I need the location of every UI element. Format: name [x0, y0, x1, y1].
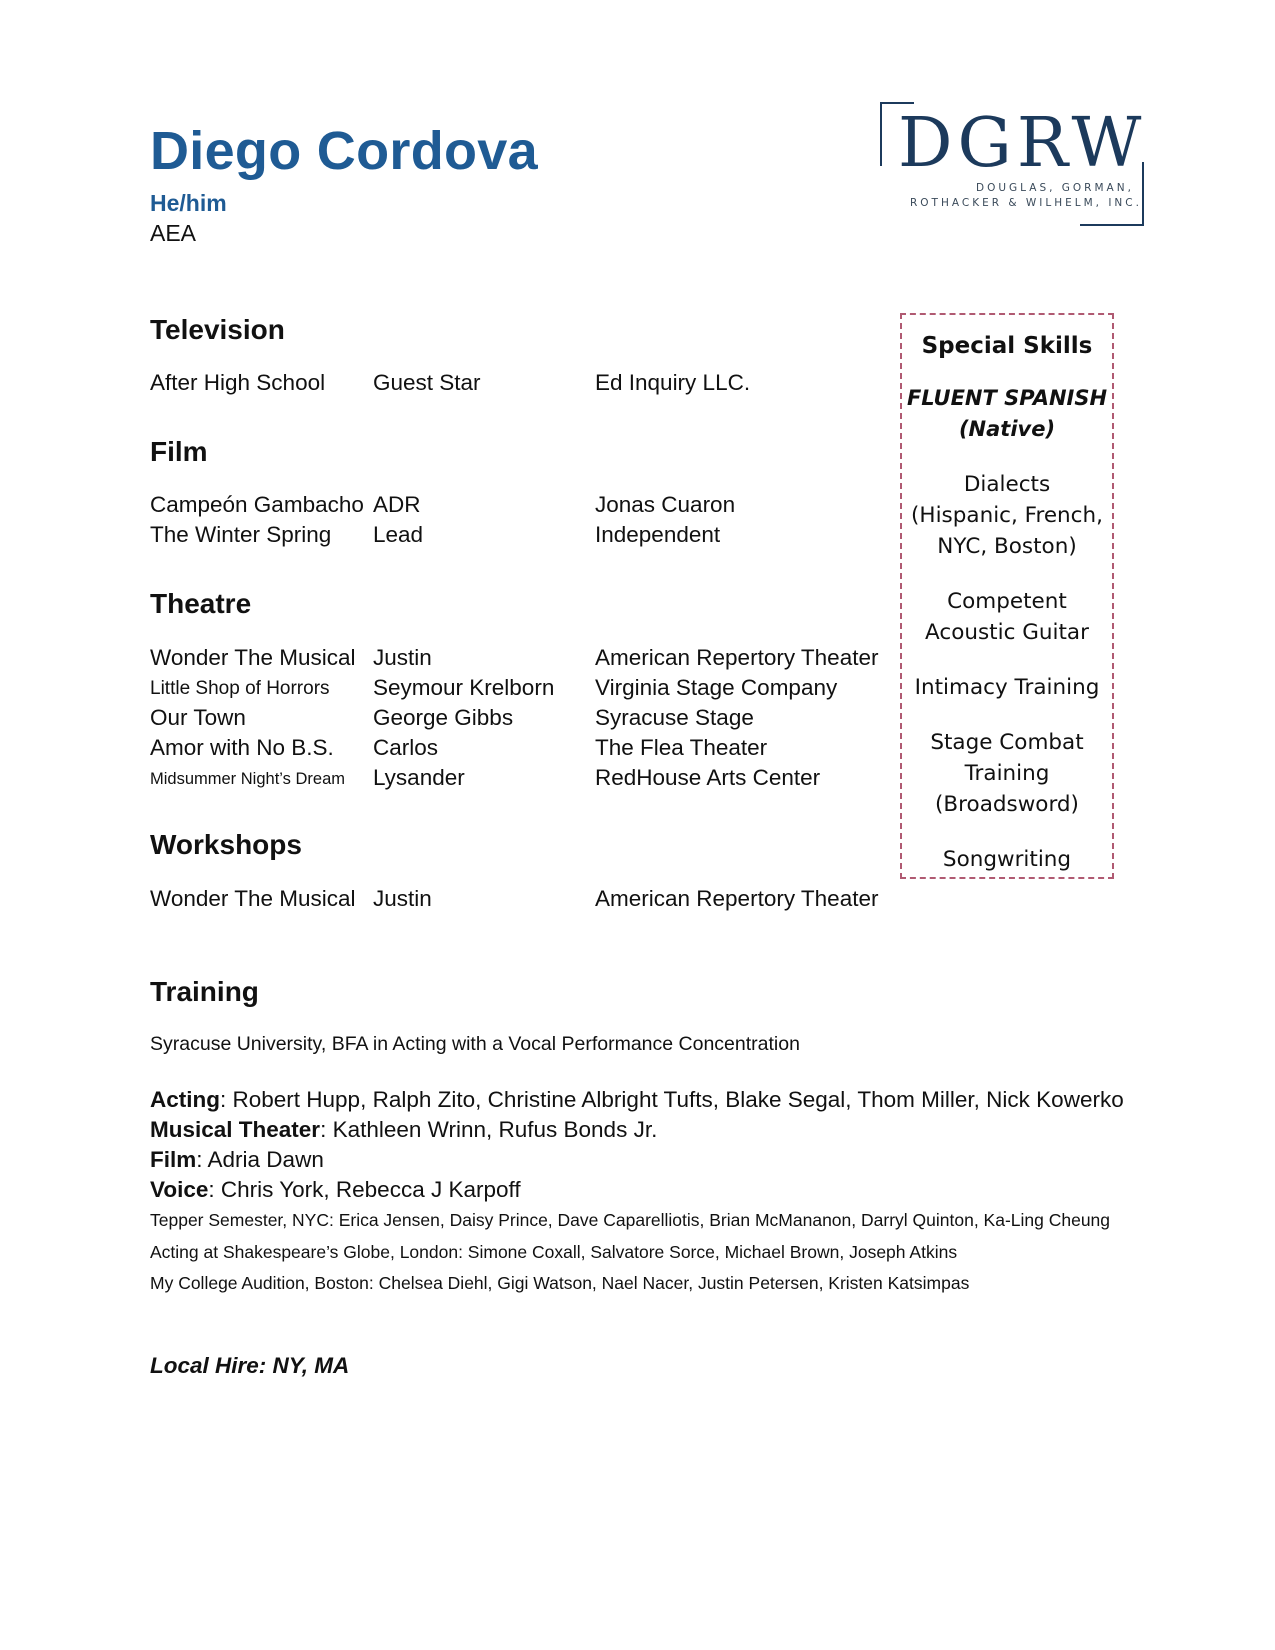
- credit-company: RedHouse Arts Center: [595, 765, 821, 790]
- skill-line: Songwriting: [942, 847, 1072, 872]
- skill-line: FLUENT SPANISH: [906, 386, 1108, 410]
- credit-role: George Gibbs: [373, 705, 514, 730]
- training-my-college-audition: My College Audition, Boston: Chelsea Diehl, Gigi Watson, Nael Nacer, Justin Petersen, Kristen Katsimpas: [150, 1273, 970, 1293]
- skill-line: Competent: [947, 589, 1067, 614]
- credit-project: Little Shop of Horrors: [150, 678, 330, 699]
- skill-line: (Native): [958, 417, 1056, 441]
- skill-dialects: [902, 469, 1112, 562]
- training-names: : Kathleen Wrinn, Rufus Bonds Jr.: [320, 1117, 658, 1142]
- skill-fluent-spanish: [902, 383, 1112, 445]
- training-tepper: Tepper Semester, NYC: Erica Jensen, Daisy Prince, Dave Caparelliotis, Brian McMananon, Darryl Quinton, Ka-Ling Cheung: [150, 1210, 1111, 1230]
- skill-line: (Broadsword): [935, 792, 1079, 817]
- training-degree: Syracuse University, BFA in Acting with a Vocal Performance Concentration: [150, 1033, 800, 1055]
- credit-project: After High School: [150, 370, 326, 395]
- skill-line: Training: [964, 761, 1050, 786]
- credit-project: The Winter Spring: [150, 522, 332, 547]
- logo-subtitle-line1: DOUGLAS, GORMAN,: [976, 182, 1134, 194]
- skill-line: (Hispanic, French,: [911, 503, 1103, 528]
- credit-company: Ed Inquiry LLC.: [595, 370, 751, 395]
- skill-line: NYC, Boston): [937, 534, 1077, 559]
- training-label: Acting: [150, 1087, 220, 1112]
- local-hire: Local Hire: NY, MA: [150, 1353, 350, 1378]
- section-title-workshops: Workshops: [150, 829, 302, 860]
- credit-project: Midsummer Night’s Dream: [150, 770, 345, 788]
- section-title-theatre: Theatre: [150, 588, 252, 619]
- credit-company: American Repertory Theater: [595, 886, 879, 911]
- training-film: [150, 1147, 324, 1173]
- training-voice: [150, 1177, 521, 1203]
- credit-role: Justin: [373, 645, 432, 670]
- credit-company: The Flea Theater: [595, 735, 768, 760]
- credit-project: Our Town: [150, 705, 246, 730]
- credit-company: Jonas Cuaron: [595, 492, 736, 517]
- credit-project: Campeón Gambacho: [150, 492, 364, 517]
- credit-company: Virginia Stage Company: [595, 675, 838, 700]
- credit-project: Amor with No B.S.: [150, 735, 334, 760]
- skill-line: Dialects: [963, 472, 1051, 497]
- logo-subtitle-line2: ROTHACKER & WILHELM, INC.: [910, 197, 1142, 209]
- credit-company: Syracuse Stage: [595, 705, 754, 730]
- union-affiliation: AEA: [150, 220, 197, 246]
- logo-mark: DGRW: [898, 104, 1147, 183]
- section-title-film: Film: [150, 436, 208, 467]
- skill-intimacy: [902, 672, 1112, 703]
- credit-role: Seymour Krelborn: [373, 675, 555, 700]
- credit-role: Lead: [373, 522, 424, 547]
- training-names: : Chris York, Rebecca J Karpoff: [208, 1177, 521, 1202]
- section-title-training: Training: [150, 976, 259, 1007]
- credit-role: ADR: [373, 492, 421, 517]
- actor-name: Diego Cordova: [150, 121, 538, 181]
- credit-role: Justin: [373, 886, 432, 911]
- skill-stage-combat: [902, 727, 1112, 820]
- special-skills-title: Special Skills: [921, 333, 1093, 359]
- credit-company: Independent: [595, 522, 721, 547]
- credit-role: Carlos: [373, 735, 439, 760]
- credit-role: Guest Star: [373, 370, 481, 395]
- logo-frame-corner: [880, 102, 882, 166]
- skill-line: Intimacy Training: [914, 675, 1100, 700]
- credit-company: American Repertory Theater: [595, 645, 879, 670]
- training-names: : Adria Dawn: [196, 1147, 324, 1172]
- skill-line: Acoustic Guitar: [925, 620, 1089, 645]
- skill-line: Stage Combat: [930, 730, 1084, 755]
- agency-logo: [880, 102, 1150, 228]
- special-skills-box: [900, 313, 1114, 879]
- credit-role: Lysander: [373, 765, 465, 790]
- skill-guitar: [902, 586, 1112, 648]
- training-globe: Acting at Shakespeare’s Globe, London: Simone Coxall, Salvatore Sorce, Michael Brown, Joseph Atkins: [150, 1242, 958, 1262]
- pronouns: He/him: [150, 190, 227, 216]
- credit-project: Wonder The Musical: [150, 645, 356, 670]
- training-label: Film: [150, 1147, 197, 1172]
- training-musical-theater: [150, 1117, 657, 1143]
- section-title-television: Television: [150, 314, 285, 345]
- training-label: Voice: [150, 1177, 209, 1202]
- logo-frame-corner: [1080, 224, 1144, 226]
- credit-project: Wonder The Musical: [150, 886, 356, 911]
- training-acting: [150, 1087, 1124, 1113]
- training-names: : Robert Hupp, Ralph Zito, Christine Albright Tufts, Blake Segal, Thom Miller, Nick Kowerko: [220, 1087, 1124, 1112]
- training-label: Musical Theater: [150, 1117, 321, 1142]
- skill-songwriting: [902, 844, 1112, 875]
